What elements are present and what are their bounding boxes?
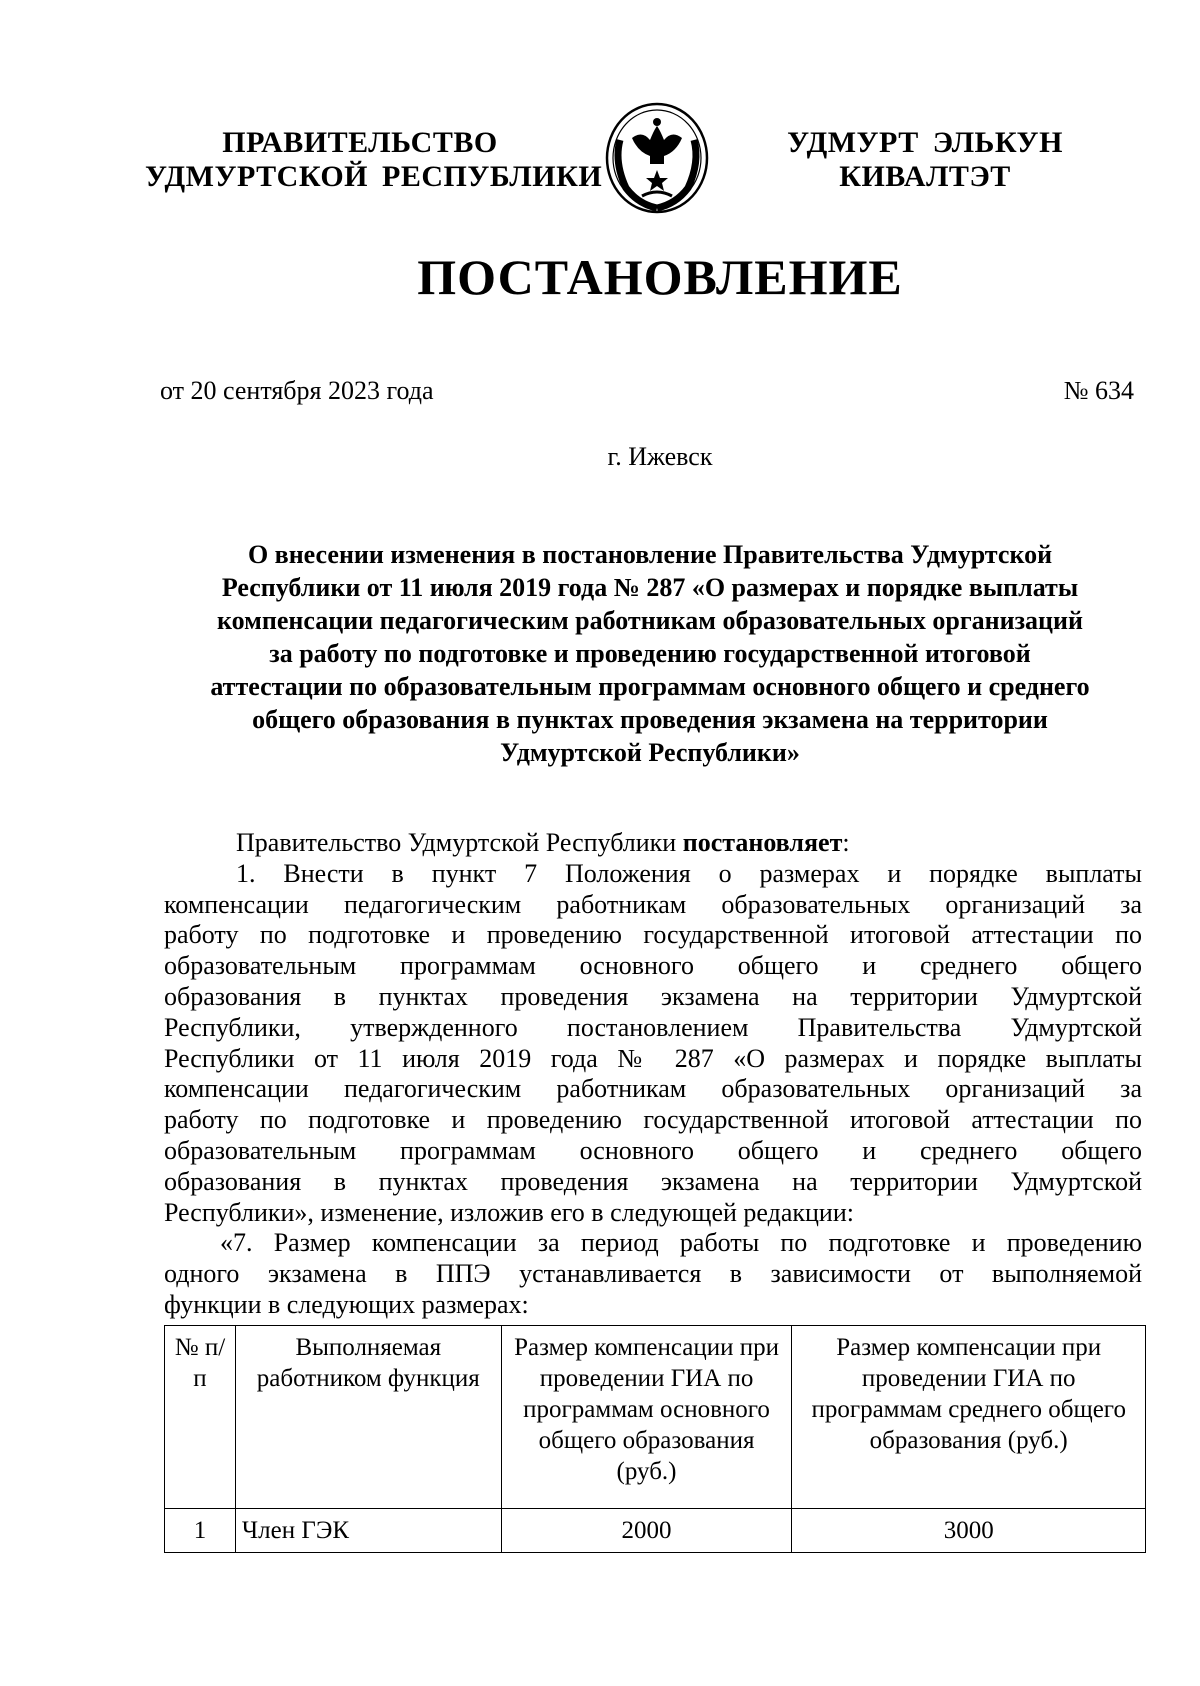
table-header-cell: № п/п (165, 1326, 236, 1509)
body-line: работу по подготовке и проведению государственной итоговой аттестации по (164, 1105, 1142, 1135)
body-line: Республики», изменение, изложив его в следующей редакции: (164, 1197, 854, 1227)
table-header-cell: Выполняемая работником функция (235, 1326, 501, 1509)
table-row (165, 1509, 1146, 1553)
header-right (775, 126, 1075, 194)
body-line: функции в следующих размерах: (164, 1289, 529, 1319)
point-1-paragraph (164, 859, 1142, 1229)
document-city-wrap (0, 442, 1200, 472)
document-date: от 20 сентября 2023 года (160, 376, 434, 405)
document-title: ПОСТАНОВЛЕНИЕ (417, 249, 903, 305)
body-line: одного экзамена в ППЭ устанавливается в зависимости от выполняемой (164, 1259, 1142, 1289)
body-line: компенсации педагогическим работникам образовательных организаций за (164, 889, 1142, 919)
subject-line: О внесении изменения в постановление Правительства Удмуртской (247, 540, 1053, 569)
body-line: образовательным программам основного общего и среднего общего (164, 1135, 1142, 1165)
subject-line: компенсации педагогическим работникам образовательных организаций (217, 606, 1083, 635)
body-line: работу по подготовке и проведению государственной итоговой аттестации по (164, 920, 1142, 950)
document-number: № 634 (1063, 376, 1134, 405)
body-line: 1. Внести в пункт 7 Положения о размерах и порядке выплаты (236, 858, 1142, 888)
subject-line: аттестации по образовательным программам основного общего и среднего (210, 672, 1090, 701)
header-left-line2: УДМУРТСКОЙ РЕСПУБЛИКИ (145, 160, 603, 193)
document-city: г. Ижевск (607, 442, 713, 471)
intro-prefix: Правительство Удмуртской Республики (236, 828, 683, 857)
intro-suffix: : (842, 828, 850, 857)
subject-line: за работу по подготовке и проведению государственной итоговой (269, 639, 1031, 668)
document-body (164, 828, 1142, 1321)
coat-of-arms-icon (602, 100, 712, 216)
table-cell: 1 (165, 1509, 236, 1553)
subject-line: Республики от 11 июля 2019 года № 287 «О размерах и порядке выплаты (221, 573, 1079, 602)
table-cell: 3000 (792, 1509, 1146, 1553)
header-right-line1: УДМУРТ ЭЛЬКУН (787, 126, 1063, 159)
header-left (145, 126, 603, 194)
header-left-line1: ПРАВИТЕЛЬСТВО (222, 126, 498, 159)
header-right-line2: КИВАЛТЭТ (839, 160, 1011, 193)
table-header-row (165, 1326, 1146, 1509)
table-cell: Член ГЭК (235, 1509, 501, 1553)
body-line: образовательным программам основного общего и среднего общего (164, 951, 1142, 981)
subject-line: общего образования в пунктах проведения экзамена на территории (252, 705, 1048, 734)
body-line: Республики, утвержденного постановлением Правительства Удмуртской (164, 1012, 1142, 1042)
table-cell: 2000 (501, 1509, 792, 1553)
body-line: образования в пунктах проведения экзамена на территории Удмуртской (164, 981, 1142, 1011)
intro-paragraph (164, 828, 1142, 859)
compensation-table (164, 1325, 1146, 1553)
body-line: Республики от 11 июля 2019 года № 287 «О размерах и порядке выплаты (164, 1043, 1142, 1073)
body-line: компенсации педагогическим работникам образовательных организаций за (164, 1074, 1142, 1104)
point-7-paragraph (164, 1228, 1142, 1320)
table-header-cell: Размер компенсации при проведении ГИА по программам среднего общего образования (руб.) (792, 1326, 1146, 1509)
body-line: «7. Размер компенсации за период работы по подготовке и проведению (220, 1228, 1142, 1258)
intro-bold: постановляет (682, 828, 843, 857)
body-line: образования в пунктах проведения экзамена на территории Удмуртской (164, 1166, 1142, 1196)
table-header-cell: Размер компенсации при проведении ГИА по программам основного общего образования (руб.) (501, 1326, 792, 1509)
document-title-wrap (0, 248, 1200, 306)
document-subject (160, 538, 1140, 769)
subject-line: Удмуртской Республики» (500, 738, 800, 767)
